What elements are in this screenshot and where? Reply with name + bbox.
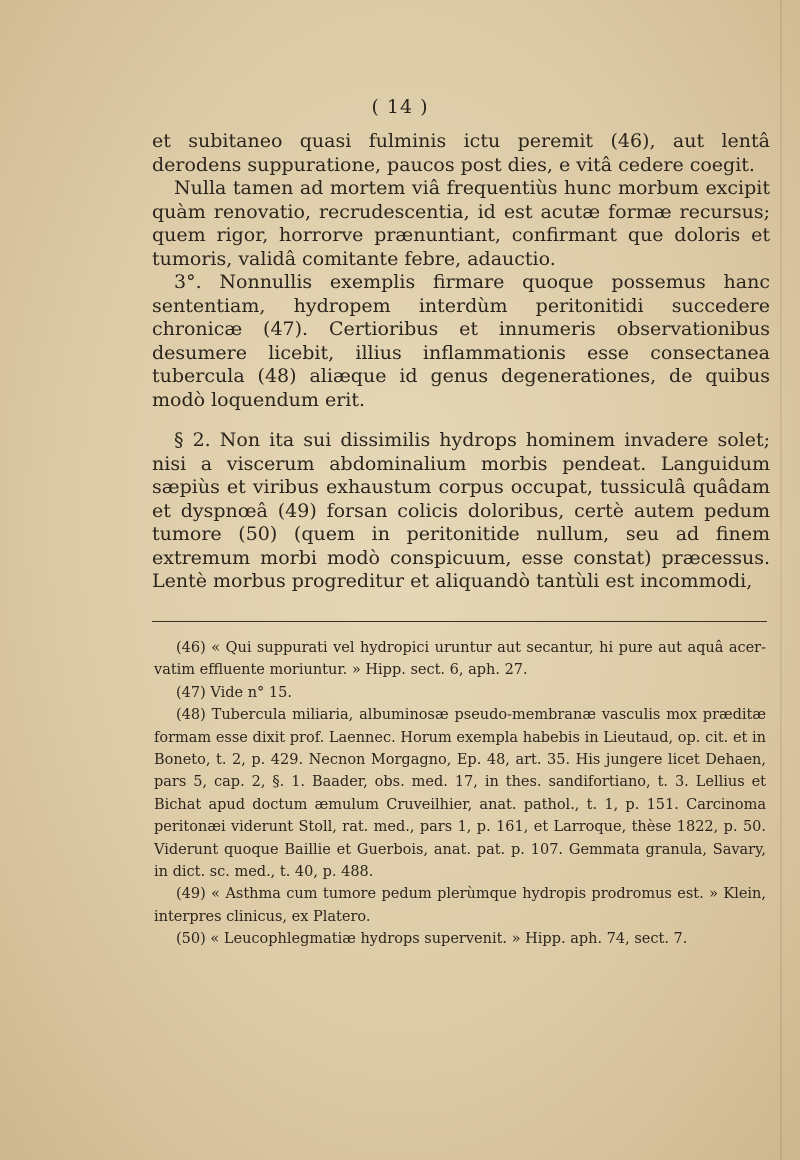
paragraph-4: § 2. Non ita sui dissimilis hydrops hominem invadere solet; nisi a viscerum abdominalium morbis pendeat. Languidum sæpiùs et viribus exhaustum corpus occupat, tussiculâ quâdam et dyspnœâ (49) forsan colicis doloribus, certè autem pedum tumore (50) (quem in peritonitide nullum, seu ad finem extremum morbi modò conspicuum, esse constat) præcessus. Lentè morbus progreditur et aliquandò tantùli est incommodi, bbox=[152, 429, 770, 592]
footnote-text: « Qui suppurati vel hydropici uruntur aut secantur, hi pure aut aquâ acervatim effluente moriuntur. » Hipp. sect. 6, aph. 27. bbox=[154, 640, 767, 679]
page-number: ( 14 ) bbox=[371, 96, 429, 118]
main-text bbox=[152, 130, 770, 594]
footnote-rule bbox=[152, 621, 767, 622]
paragraph-3: 3°. Nonnullis exemplis firmare quoque possemus hanc sententiam, hydropem interdùm peritonitidi succedere chronicæ (47). Certioribus et innumeris observationibus desumere licebit, illius inflammationis esse consectanea tubercula (48) aliæque id genus degenerationes, de quibus modò loquendum erit. bbox=[152, 271, 770, 411]
footnote-text: « Leucophlegmatiæ hydrops supervenit. » Hipp. aph. 74, sect. 7. bbox=[210, 931, 688, 948]
footnote-text: Tubercula miliaria, albuminosæ pseudo-membranæ vasculis mox præditæ formam esse dixit prof. Laennec. Horum exempla habebis in Lieutaud, op. cit. et in Boneto, t. 2, p. 429. Necnon Morgagno, Ep. 48, art. 35. His jungere licet Dehaen, pars 5, cap. 2, §. 1. Baader, obs. med. 17, in thes. sandifortiano, t. 3. Lellius et Bichat apud doctum æmulum Cruveilhier, anat. pathol., t. 1, p. 151. Carcinoma peritonæi viderunt Stoll, rat. med., pars 1, p. 161, et Larroque, thèse 1822, p. 50. Viderunt quoque Baillie et Guerbois, anat. pat. p. 107. Gemmata granula, Savary, in dict. sc. med., t. 40, p. 488. bbox=[154, 707, 766, 881]
paragraph-2: Nulla tamen ad mortem viâ frequentiùs hunc morbum excipit quàm renovatio, recrudescentia, id est acutæ formæ recursus; quem rigor, horrorve prænuntiant, confirmant que doloris et tumoris, validâ comitante febre, adauctio. bbox=[152, 177, 770, 270]
footnote-number: (47) bbox=[176, 684, 206, 701]
page-fold-shadow bbox=[780, 0, 782, 1160]
footnote-49 bbox=[154, 883, 766, 928]
footnote-number: (48) bbox=[176, 707, 206, 724]
footnotes bbox=[154, 637, 766, 951]
footnote-text: Vide n° 15. bbox=[210, 684, 292, 701]
paragraph-1: et subitaneo quasi fulminis ictu peremit (46), aut lentâ derodens suppuratione, paucos post dies, e vitâ cedere coegit. bbox=[152, 130, 770, 176]
footnote-47 bbox=[154, 682, 766, 704]
footnote-48 bbox=[154, 704, 766, 883]
footnote-number: (50) bbox=[176, 931, 206, 948]
footnote-46 bbox=[154, 637, 766, 682]
footnote-number: (49) bbox=[176, 886, 206, 903]
footnote-number: (46) bbox=[176, 640, 206, 656]
footnote-50 bbox=[154, 928, 766, 950]
footnote-text: « Asthma cum tumore pedum plerùmque hydropis prodromus est. » Klein, interpres clinicus, ex Platero. bbox=[154, 886, 766, 925]
